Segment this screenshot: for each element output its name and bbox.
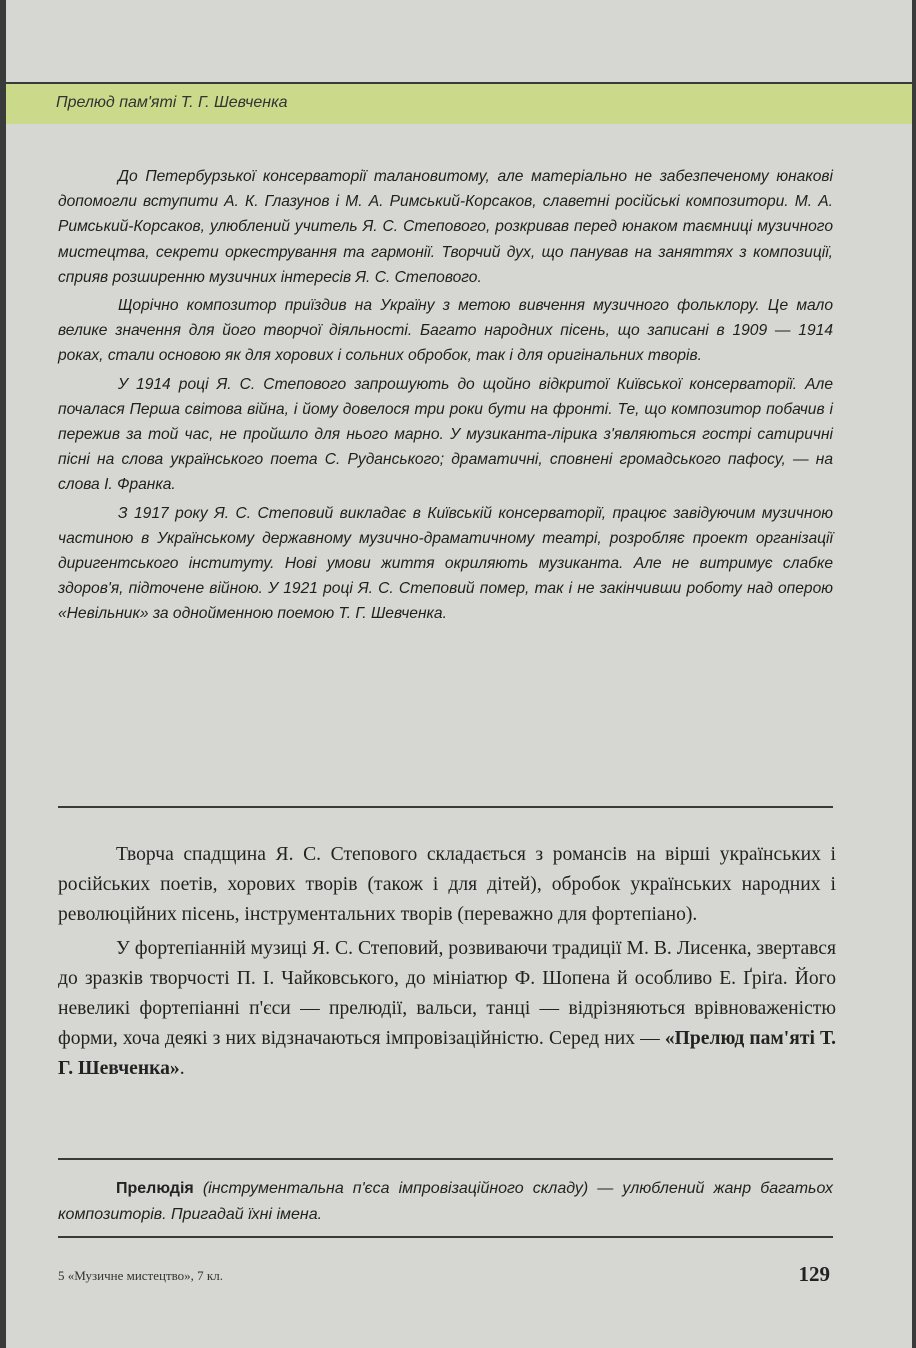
term-box-bottom-rule — [58, 1236, 833, 1238]
main-paragraph-end: . — [179, 1058, 185, 1079]
section-divider — [58, 806, 833, 808]
running-header — [6, 82, 912, 124]
footer-signature: 5 «Музичне мистецтво», 7 кл. — [58, 1268, 223, 1283]
term-definition — [58, 1176, 833, 1228]
main-text-section — [58, 840, 836, 1088]
main-paragraph — [58, 934, 836, 1084]
page-number: 129 — [798, 1262, 830, 1286]
term-box-top-rule — [58, 1158, 833, 1160]
biography-paragraph: Щорічно композитор приїздив на Україну з метою вивчення музичного фольклору. Це мало велике значення для його творчої діяльності. Багато народних пісень, що записані в 1909 — 1914 роках, стали основою як для хорових і сольних обробок, так і для оригінальних творів. — [58, 297, 833, 365]
biography-paragraph: До Петербурзької консерваторії талановитому, але матеріально не забезпеченому юнакові допомогли вступити А. К. Глазунов і М. А. Римський-Корсаков, славетні російські композитори. М. А. Римський-Корсаков, улюблений учитель Я. С. Степового, розкривав перед юнаком таємниці музичного мистецтва, секрети оркестрування та гармонії. Творчий дух, що панував на заняттях з композиції, сприяв розширенню музичних інтересів Я. С. Степового. — [58, 168, 833, 286]
term-explanation: (інструментальна п'єса імпровізаційного складу) — улюблений жанр багатьох композиторів. Пригадай їхні імена. — [58, 1180, 833, 1223]
term-definition-box — [58, 1176, 833, 1228]
term-word: Прелюдія — [116, 1180, 194, 1197]
main-paragraph-text: У фортепіанній музиці Я. С. Степовий, розвиваючи традиції М. В. Лисенка, звертався до зразків творчості П. І. Чайковського, до мініатюр Ф. Шопена й особливо Е. Ґріґа. Його невеликі фортепіанні п'єси — прелюдії, вальси, танці — відрізняються врівноваженістю форми, хоча деякі з них відзначаються імпровізаційністю. Серед них — — [58, 938, 836, 1049]
textbook-page — [6, 0, 912, 1348]
biography-paragraph: З 1917 року Я. С. Степовий викладає в Київській консерваторії, працює завідуючим музичною частиною в Українському державному музично-драматичному театрі, розробляє проект організації диригентського інституту. Нові умови життя окриляють музиканта. Але не витримує слабке здоров'я, підточене війною. У 1921 році Я. С. Степовий помер, так і не закінчивши роботу над оперою «Невільник» за однойменною поемою Т. Г. Шевченка. — [58, 504, 833, 623]
prelude-title-highlight: «Прелюд пам'яті Т. Г. Шевченка» — [58, 1028, 836, 1079]
biography-section — [58, 164, 833, 630]
running-header-title: Прелюд пам'яті Т. Г. Шевченка — [56, 94, 288, 111]
biography-paragraph: У 1914 році Я. С. Степового запрошують до щойно відкритої Київської консерваторії. Але почалася Перша світова війна, і йому довелося три роки бути на фронті. Те, що композитор побачив і пережив за той час, не пройшло для нього марно. У музиканта-лірика з'являються гострі сатиричні пісні на слова українського поета С. Руданського; драматичні, сповнені громадського пафосу, — на слова І. Франка. — [58, 375, 833, 494]
main-paragraph: Творча спадщина Я. С. Степового складається з романсів на вірші українських і російських поетів, хорових творів (також і для дітей), обробок українських народних і революційних пісень, інструментальних творів (переважно для фортепіано). — [58, 844, 836, 925]
